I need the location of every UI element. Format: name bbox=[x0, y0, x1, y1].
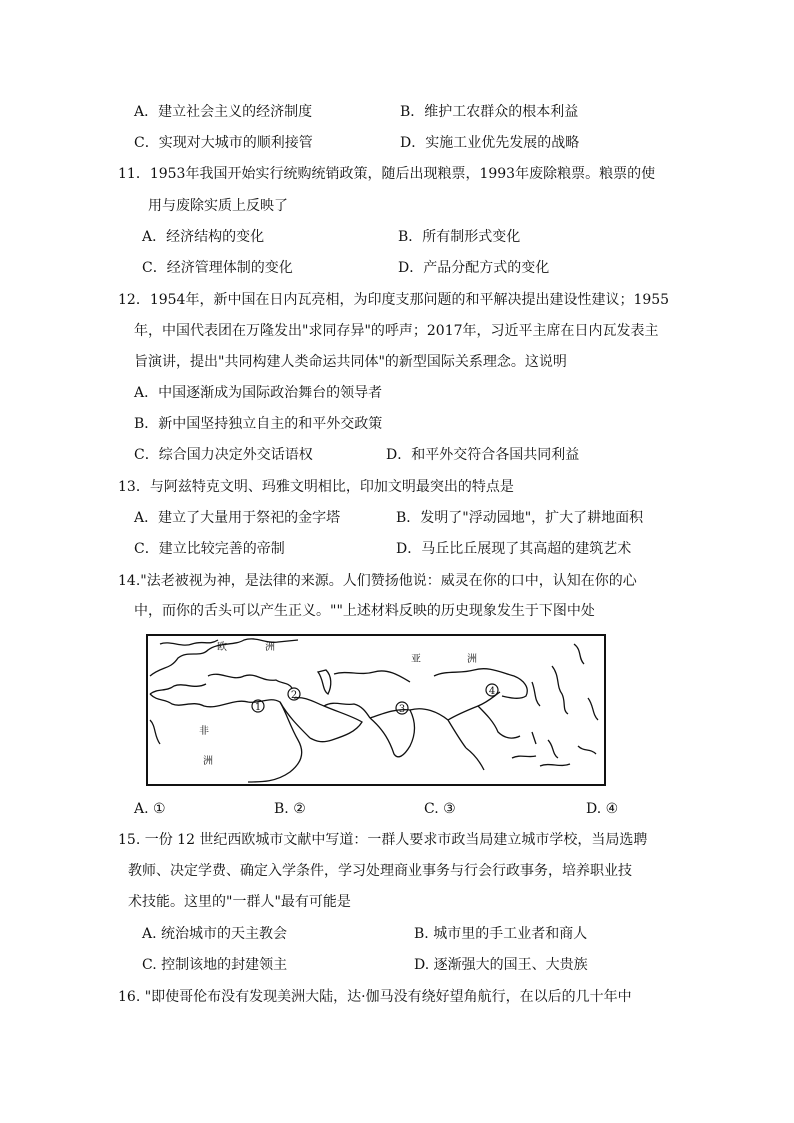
q13-stem: 13．与阿兹特克文明、玛雅文明相比，印加文明最突出的特点是 bbox=[118, 479, 514, 495]
q11-stem: 11．1953年我国开始实行统购统销政策，随后出现粮票，1993年废除粮票。粮票的使 bbox=[118, 166, 656, 182]
q10-option-d: D．实施工业优先发展的战略 bbox=[400, 135, 580, 151]
map-label-europe-1: 欧 bbox=[217, 642, 227, 653]
q13-option-b: B．发明了"浮动园地"，扩大了耕地面积 bbox=[396, 510, 644, 526]
q15-option-c: C. 控制该地的封建领主 bbox=[142, 957, 288, 973]
q11-option-a: A．经济结构的变化 bbox=[142, 229, 265, 245]
q11-option-c: C．经济管理体制的变化 bbox=[142, 260, 293, 276]
q16-stem: 16. "即使哥伦布没有发现美洲大陆，达·伽马没有绕好望角航行，在以后的几十年中 bbox=[118, 989, 632, 1005]
q15-stem-cont2: 术技能。这里的"一群人"最有可能是 bbox=[128, 894, 351, 910]
q12-option-a: A．中国逐渐成为国际政治舞台的领导者 bbox=[134, 385, 383, 401]
q13-option-c: C．建立比较完善的帝制 bbox=[134, 541, 285, 557]
q10-option-a: A．建立社会主义的经济制度 bbox=[134, 104, 313, 120]
q15-option-a: A. 统治城市的天主教会 bbox=[142, 926, 288, 942]
marker-1-label: 1 bbox=[254, 702, 262, 713]
q13-option-a: A．建立了大量用于祭祀的金字塔 bbox=[134, 510, 341, 526]
marker-2-label: 2 bbox=[290, 690, 298, 701]
q11-option-d: D．产品分配方式的变化 bbox=[398, 260, 550, 276]
q14-option-d: D. ④ bbox=[586, 801, 619, 817]
map-label-asia-1: 亚 bbox=[411, 654, 421, 665]
map-drawing bbox=[148, 636, 604, 784]
q14-option-c: C. ③ bbox=[424, 801, 456, 817]
q12-option-c: C．综合国力决定外交话语权 bbox=[134, 447, 313, 463]
q12-stem-cont1: 年，中国代表团在万隆发出"求同存异"的呼声；2017年，习近平主席在日内瓦发表主 bbox=[134, 323, 659, 339]
q14-option-b: B. ② bbox=[274, 801, 306, 817]
q15-option-b: B. 城市里的手工业者和商人 bbox=[414, 926, 588, 942]
marker-4-label: 4 bbox=[488, 686, 496, 697]
q11-option-b: B．所有制形式变化 bbox=[398, 229, 521, 245]
q14-option-a: A. ① bbox=[134, 801, 166, 817]
q13-option-d: D．马丘比丘展现了其高超的建筑艺术 bbox=[396, 541, 632, 557]
q10-option-b: B．维护工农群众的根本利益 bbox=[400, 104, 579, 120]
q12-option-b: B．新中国坚持独立自主的和平外交政策 bbox=[134, 416, 383, 432]
q14-stem: 14."法老被视为神，是法律的来源。人们赞扬他说：威灵在你的口中，认知在你的心 bbox=[118, 573, 637, 589]
map-label-africa-1: 非 bbox=[199, 726, 209, 737]
q12-option-d: D．和平外交符合各国共同利益 bbox=[386, 447, 580, 463]
q12-stem: 12．1954年，新中国在日内瓦亮相，为印度支那问题的和平解决提出建设性建议；1955 bbox=[118, 292, 670, 308]
map-label-europe-2: 洲 bbox=[265, 642, 275, 653]
q10-option-c: C．实现对大城市的顺利接管 bbox=[134, 135, 313, 151]
map-label-asia-2: 洲 bbox=[467, 654, 477, 665]
q14-stem-cont: 中，而你的舌头可以产生正义。""上述材料反映的历史现象发生于下图中处 bbox=[134, 603, 595, 619]
map-label-africa-2: 洲 bbox=[203, 756, 213, 767]
q15-option-d: D. 逐渐强大的国王、大贵族 bbox=[414, 957, 588, 973]
world-map-figure bbox=[146, 634, 606, 786]
q15-stem-cont1: 教师、决定学费、确定入学条件，学习处理商业事务与行会行政事务，培养职业技 bbox=[128, 863, 632, 879]
q15-stem: 15. 一份 12 世纪西欧城市文献中写道：一群人要求市政当局建立城市学校，当局选聘 bbox=[118, 832, 648, 848]
q12-stem-cont2: 旨演讲，提出"共同构建人类命运共同体"的新型国际关系理念。这说明 bbox=[134, 354, 567, 370]
q11-stem-cont: 用与废除实质上反映了 bbox=[148, 198, 288, 214]
marker-3-label: 3 bbox=[398, 704, 406, 715]
